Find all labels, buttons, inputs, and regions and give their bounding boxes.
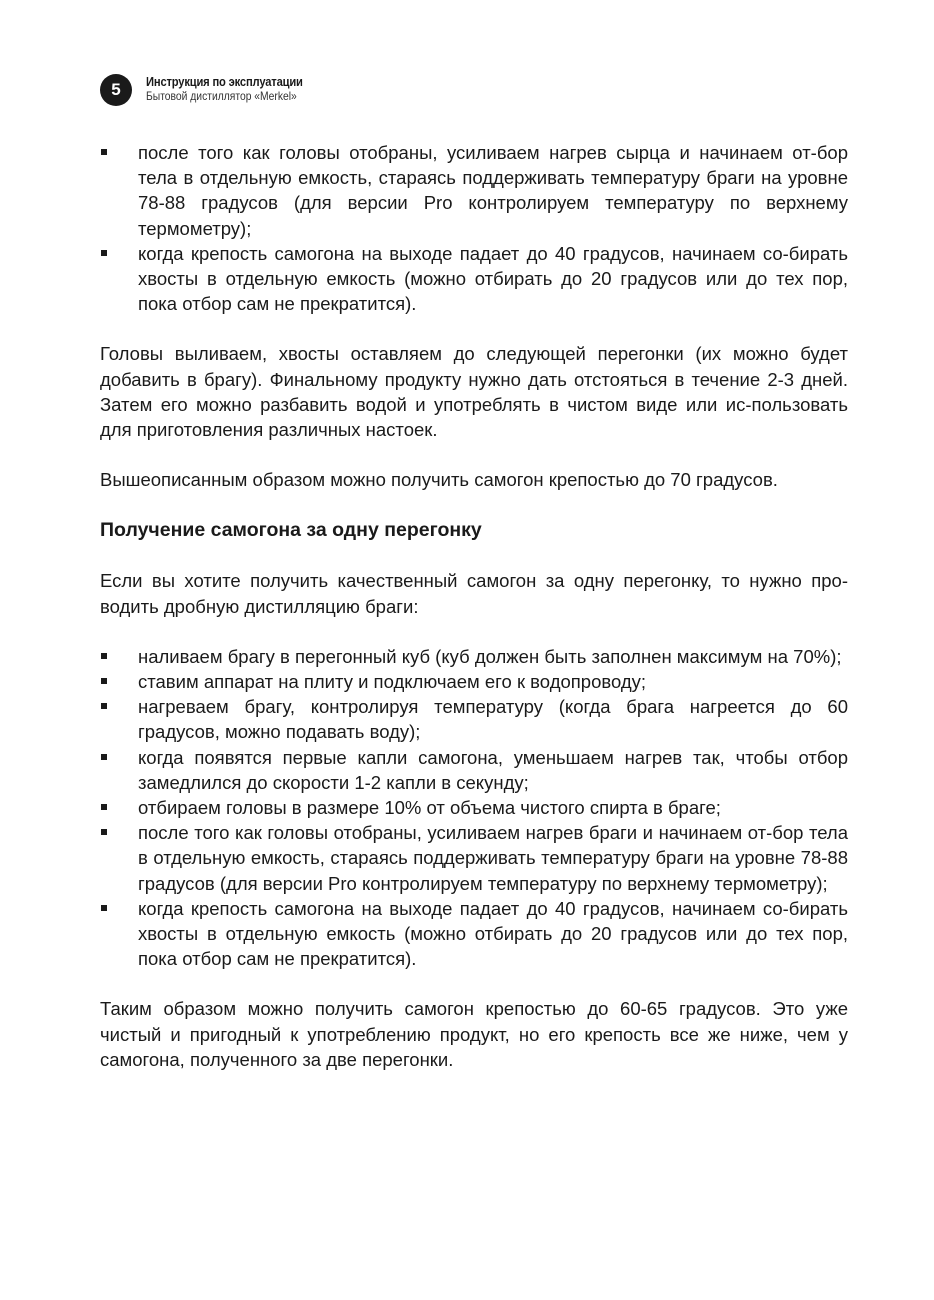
paragraph: Головы выливаем, хвосты оставляем до следующей перегонки (их можно будет добавить в брагу). Финальному продукту нужно дать отстояться в течение 2-3 дней. Затем его можно разбавить водой и употреблять в чистом виде или ис-пользовать для приготовления различных настоек. — [100, 343, 848, 441]
list-item: отбираем головы в размере 10% от объема чистого спирта в браге; — [100, 795, 848, 820]
section-heading: Получение самогона за одну перегонку — [100, 519, 482, 542]
list-item: ставим аппарат на плиту и подключаем его к водопроводу; — [100, 669, 848, 694]
paragraph: Вышеописанным образом можно получить самогон крепостью до 70 градусов. — [100, 469, 778, 491]
steps-list-first — [100, 140, 848, 316]
list-item: после того как головы отобраны, усиливаем нагрев браги и начинаем от-бор тела в отдельную емкость, стараясь поддерживать температуру браги на уровне 78-88 градусов (для версии Pro контролируем температуру по верхнему термометру); — [100, 820, 848, 896]
paragraph: Если вы хотите получить качественный самогон за одну перегонку, то нужно про-водить дробную дистилляцию браги: — [100, 570, 848, 617]
page-content — [100, 140, 848, 1072]
steps-list-second — [100, 644, 848, 972]
list-item: когда крепость самогона на выходе падает до 40 градусов, начинаем со-бирать хвосты в отдельную емкость (можно отбирать до 20 градусов или до тех пор, пока отбор сам не прекратится). — [100, 896, 848, 972]
list-item: наливаем брагу в перегонный куб (куб должен быть заполнен максимум на 70%); — [100, 644, 848, 669]
header-text — [146, 74, 328, 103]
list-item: когда крепость самогона на выходе падает до 40 градусов, начинаем со-бирать хвосты в отдельную емкость (можно отбирать до 20 градусов или до тех пор, пока отбор сам не прекратится). — [100, 241, 848, 317]
document-title: Инструкция по эксплуатации — [146, 74, 303, 89]
list-item: после того как головы отобраны, усиливаем нагрев сырца и начинаем от-бор тела в отдельную емкость, стараясь поддерживать температуру браги на уровне 78-88 градусов (для версии Pro контролируем температуру по верхнему термометру); — [100, 140, 848, 241]
list-item: когда появятся первые капли самогона, уменьшаем нагрев так, чтобы отбор замедлился до скорости 1-2 капли в секунду; — [100, 745, 848, 795]
document-subtitle: Бытовой дистиллятор «Merkel» — [146, 89, 297, 103]
page-number-badge: 5 — [100, 74, 132, 106]
list-item: нагреваем брагу, контролируя температуру (когда брага нагреется до 60 градусов, можно подавать воду); — [100, 694, 848, 744]
paragraph: Таким образом можно получить самогон крепостью до 60-65 градусов. Это уже чистый и пригодный к употреблению продукт, но его крепость все же ниже, чем у самогона, полученного за две перегонки. — [100, 998, 848, 1070]
